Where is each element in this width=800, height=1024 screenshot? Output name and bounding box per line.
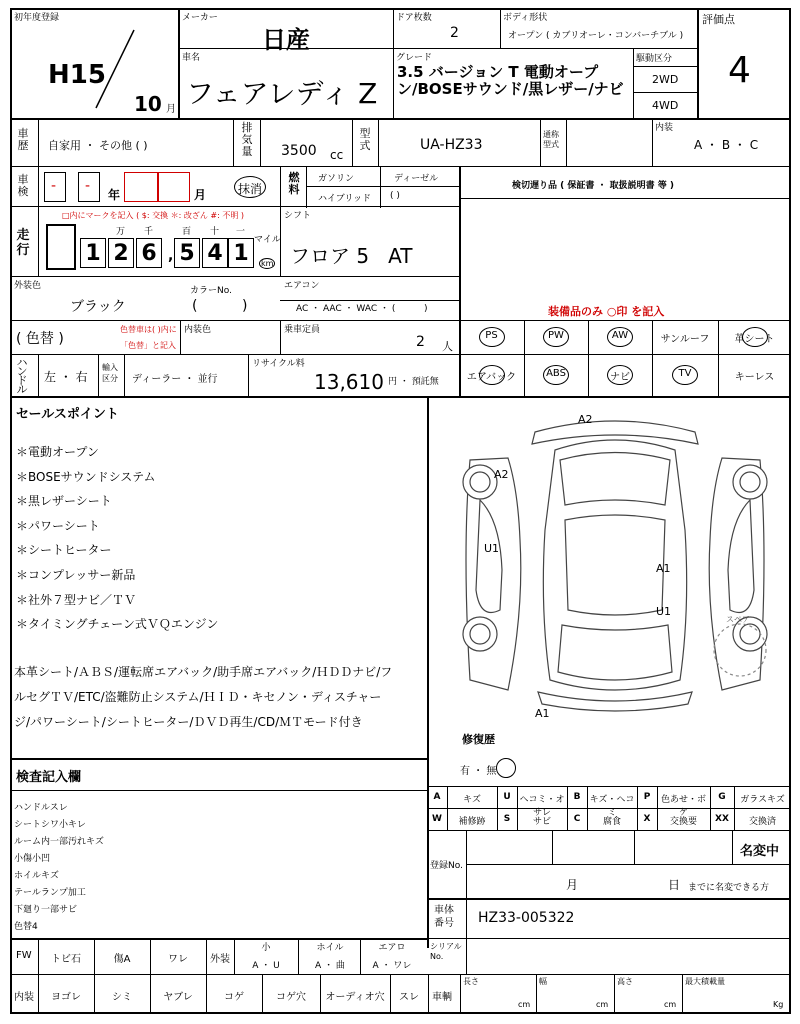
body-type: オープン ( カブリオーレ・コンバーチブル )	[508, 31, 684, 41]
fw-item: トビ石	[51, 954, 81, 965]
interior-divider	[428, 974, 429, 1014]
score-label: 評価点	[702, 13, 735, 26]
mark-a1-bottom: A1	[535, 707, 550, 720]
repair-label: 修復歴	[462, 733, 495, 746]
drive-4wd: 4WD	[652, 99, 679, 112]
displacement-unit: cc	[330, 148, 344, 162]
sales-point-item: ＊パワーシート	[16, 518, 100, 533]
mark-a1-right: A1	[656, 562, 671, 575]
check-item: ルーム内一部汚れキズ	[14, 837, 104, 847]
legend-desc: キズ	[463, 795, 481, 805]
vin: HZ33-005322	[478, 910, 575, 926]
ac-label: エアコン	[284, 281, 320, 291]
interior-item: ヤブレ	[163, 992, 193, 1003]
mark-a2-top: A2	[578, 413, 593, 426]
legend-desc: サビ	[532, 817, 551, 827]
sales-point-item: ＊社外７型ナビ／ＴＶ	[16, 592, 137, 607]
interior-item: コゲ	[224, 992, 244, 1003]
equipment-circle-icon	[543, 327, 569, 347]
sales-point-item: ＊タイミングチェーン式ＶＱエンジン	[16, 617, 219, 632]
legend-code: B	[573, 792, 581, 802]
legend-divider	[567, 786, 568, 830]
sales-option-line: ジ/パワーシート/シートヒーター/ＤＶＤ再生/CD/ＭＴモード付き	[14, 715, 363, 729]
color-no: ( )	[192, 298, 248, 314]
interior-item: スレ	[399, 992, 419, 1003]
drive-label: 駆動区分	[636, 54, 673, 64]
fw-item: 傷A	[113, 954, 131, 965]
fuel-label: 燃料	[288, 171, 300, 196]
size-item-unit: cm	[518, 1000, 531, 1009]
equipment-item: TV	[678, 368, 692, 379]
mark-a2-left: A2	[494, 468, 509, 481]
equipment-item: PS	[485, 330, 498, 341]
legend-divider	[497, 786, 498, 830]
equipment-circle-icon	[607, 327, 633, 347]
legend-divider	[657, 786, 658, 830]
legend-code: U	[503, 792, 511, 802]
legend-divider	[587, 786, 588, 830]
fw-divider	[206, 938, 207, 974]
body-label: ボディ形状	[503, 13, 548, 23]
size-item-label: 長さ	[463, 977, 479, 986]
exterior-color-label: 外装色	[14, 281, 42, 291]
fw-item: ワレ	[168, 954, 188, 965]
ext-value: A ・ U	[252, 961, 280, 971]
sales-point-item: ＊BOSEサウンドシステム	[16, 469, 156, 484]
mileage-note: □内にマークを記入 ( $: 交換 ＊: 改ざん #: 不明 )	[62, 211, 245, 220]
mileage-label: 走行	[16, 228, 30, 258]
legend-desc: キズ・ヘコミ	[589, 795, 635, 818]
check-item: 色替4	[14, 922, 38, 932]
interior-label: 内装	[655, 123, 674, 133]
ac: AC ・ AAC ・ WAC ・ ( )	[296, 304, 428, 314]
car-name: フェアレディ Z	[186, 77, 378, 110]
model-label: 型式	[359, 127, 371, 152]
equipment-title: 装備品のみ ○印 を記入	[548, 305, 665, 318]
mileage-digit: 2	[108, 238, 134, 268]
check-item: 下廻り一部サビ	[14, 905, 78, 915]
equipment-item: AW	[611, 330, 629, 341]
mileage-unit: 万	[116, 227, 126, 237]
maker: 日産	[262, 26, 310, 54]
interior-grades: A ・ B ・ C	[694, 138, 759, 152]
mileage-unit: 一	[236, 227, 246, 237]
handle-label: ハンドル	[16, 356, 28, 396]
import: ディーラー ・ 並行	[132, 374, 218, 385]
sales-point-item: ＊コンプレッサー新品	[16, 568, 136, 582]
size-divider	[682, 974, 683, 1014]
exterior-color: ブラック	[70, 299, 126, 315]
reg-slash	[90, 26, 140, 112]
doors-label: ドア枚数	[396, 13, 432, 23]
interior-item: コゲ穴	[276, 992, 306, 1003]
capacity: 2	[416, 334, 425, 350]
color-no-label: カラーNo.	[190, 286, 232, 296]
legend-code: W	[432, 814, 442, 824]
legend-desc: 色あせ・ボケ	[660, 795, 706, 818]
equipment-item: サンルーフ	[660, 334, 710, 345]
name-change: 名変中	[740, 844, 780, 859]
legend-code: C	[573, 814, 581, 824]
equipment-circle-icon	[479, 327, 505, 347]
size-item-label: 最大積載量	[685, 977, 725, 986]
legend-desc: ガラスキズ	[740, 795, 785, 805]
size-divider	[614, 974, 615, 1014]
legend-desc: ヘコミ・オサレ	[519, 795, 565, 818]
size-item-label: 幅	[539, 977, 547, 986]
fw-label: FW	[16, 950, 32, 961]
vin-label: 車体番号	[434, 905, 454, 929]
sales-point-item: ＊黒レザーシート	[16, 494, 112, 509]
legend-code: X	[643, 814, 651, 824]
inspection-expired: 抹消	[238, 182, 263, 196]
equipment-item: ABS	[546, 368, 566, 379]
history: 自家用 ・ その他 ( )	[48, 139, 148, 152]
size-item-unit: cm	[596, 1000, 609, 1009]
size-label: 車輌	[432, 992, 452, 1003]
check-title: 検査記入欄	[16, 770, 82, 785]
repaint-note-2: 「色替」と記入	[120, 341, 176, 350]
legend-divider	[734, 786, 735, 830]
car-name-label: 車名	[182, 53, 201, 63]
car-diagram	[440, 410, 790, 720]
mileage-unit: 千	[144, 227, 154, 237]
equipment-circle-icon	[479, 365, 505, 385]
recycle-label: リサイクル料	[252, 359, 305, 369]
mileage-unit: 十	[210, 227, 220, 237]
fuel-other: ( )	[390, 191, 400, 201]
sales-point-item: ＊シートヒーター	[16, 543, 112, 558]
inspection-year-unit: 年	[108, 188, 121, 202]
doors: 2	[450, 25, 459, 41]
legend-divider	[710, 786, 711, 830]
interior-row-label: 内装	[14, 992, 34, 1003]
equipment-item: 革シート	[734, 334, 775, 345]
interior-item: シミ	[112, 992, 132, 1003]
displacement: 3500	[281, 143, 317, 159]
legend-code: S	[503, 814, 511, 824]
mileage-digit: 5	[174, 238, 200, 268]
ext-header: エアロ	[378, 943, 406, 953]
recycle-unit: 円 ・ 預託無	[388, 377, 439, 387]
interior-color-label: 内装色	[184, 325, 212, 335]
interior-item: ヨゴレ	[51, 992, 81, 1003]
equipment-item: エアバック	[466, 372, 517, 383]
displacement-label: 排気量	[241, 121, 253, 158]
repaint: ( 色替 )	[16, 331, 64, 347]
size-item-label: 高さ	[617, 977, 633, 986]
sales-point-item: ＊電動オープン	[16, 445, 99, 459]
capacity-label: 乗車定員	[284, 325, 321, 335]
mileage-digit: 4	[202, 238, 228, 268]
history-label: 車歴	[17, 127, 29, 152]
ext-value: A ・ ワレ	[372, 961, 412, 971]
size-divider	[460, 974, 461, 1014]
fuel-gasoline: ガソリン	[318, 174, 355, 184]
reg-year-label: 初年度登録	[14, 13, 60, 23]
import-label: 輸入区分	[102, 363, 118, 383]
mileage-digit: 1	[228, 238, 254, 268]
spare-label: スペア	[726, 615, 750, 624]
equipment-item: PW	[548, 330, 564, 341]
inspection-month-unit: 月	[194, 188, 207, 202]
fuel-diesel: ディーゼル	[394, 174, 439, 184]
legend-divider	[447, 786, 448, 830]
registration-month-unit: 月	[566, 878, 579, 892]
check-item: ホイルキズ	[14, 871, 59, 881]
mark-u1-right: U1	[656, 605, 672, 618]
legend-divider	[517, 786, 518, 830]
mileage-unit: 百	[182, 227, 192, 237]
legend-code: XX	[715, 814, 729, 824]
legend-desc: 補修跡	[458, 817, 486, 827]
registration-day-unit: 日	[668, 878, 681, 892]
check-item: 小傷小凹	[14, 854, 51, 864]
mileage-digit: 6	[136, 238, 162, 268]
size-divider	[536, 974, 537, 1014]
size-item-unit: Kg	[773, 1000, 784, 1009]
sales-option-line: 本革シート/ＡＢＳ/運転席エアバック/助手席エアバック/ＨＤＤナビ/フ	[14, 665, 393, 679]
shift-label: シフト	[284, 211, 312, 221]
documents: 検切遅り品 ( 保証書 ・ 取扱説明書 等 )	[512, 181, 675, 191]
legend-code: A	[433, 792, 441, 802]
size-item-unit: cm	[664, 1000, 677, 1009]
capacity-unit: 人	[442, 340, 453, 353]
score: 4	[728, 50, 751, 91]
sales-option-line: ルセグＴＶ/ETC/盗難防止システム/ＨＩＤ・キセノン・ディスチャー	[14, 690, 382, 704]
mileage-digit: 1	[80, 238, 106, 268]
ext-header: ホイル	[316, 943, 344, 953]
legend-desc: 腐食	[602, 817, 621, 827]
mileage-km: km	[261, 259, 274, 268]
inspection-label: 車検	[17, 173, 29, 198]
equipment-circle-icon	[742, 327, 768, 347]
shift: フロア 5 AT	[290, 244, 413, 268]
interior-item: オーディオ穴	[325, 992, 385, 1003]
grade-label: グレード	[396, 53, 433, 63]
maker-label: メーカー	[182, 13, 218, 23]
legend-code: P	[643, 792, 651, 802]
fuel-hybrid: ハイブリッド	[318, 194, 372, 204]
sales-points-title: セールスポイント	[16, 407, 119, 422]
legend-desc: 交換要	[669, 817, 697, 827]
reg-month: 10	[134, 92, 162, 116]
repaint-note-1: 色替車は( )内に	[120, 325, 177, 334]
grade: 3.5 バージョン T 電動オープン/BOSEサウンド/黒レザー/ナビ	[397, 63, 624, 98]
equipment-circle-icon	[543, 365, 569, 385]
legend-divider	[637, 786, 638, 830]
equipment-circle-icon	[607, 365, 633, 385]
equipment-item: キーレス	[734, 372, 775, 383]
legend-desc: 交換済	[748, 817, 776, 827]
repair: 有 ・ 無	[460, 766, 497, 777]
check-item: テールランプ加工	[14, 888, 86, 898]
serial-label: シリアルNo.	[430, 942, 462, 961]
drive-2wd: 2WD	[652, 73, 679, 86]
check-item: シートシワ小キレ	[14, 820, 86, 830]
designation-label: 通称型式	[543, 130, 559, 149]
ext-header: 小	[261, 943, 271, 953]
exterior-label: 外装	[210, 954, 230, 965]
check-item: ハンドルスレ	[14, 803, 68, 813]
registration-until: までに名変できる方	[688, 883, 770, 893]
handle: 左 ・ 右	[44, 370, 88, 384]
mileage-mile: マイル	[254, 235, 281, 245]
equipment-circle-icon	[672, 365, 698, 385]
model: UA-HZ33	[420, 137, 483, 153]
registration-label: 登録No.	[430, 861, 463, 871]
recycle: 13,610	[314, 370, 384, 394]
ext-value: A ・ 曲	[315, 961, 345, 971]
reg-year: H15	[48, 60, 106, 90]
mark-u1-left: U1	[484, 542, 500, 555]
equipment-item: ナビ	[610, 372, 630, 383]
legend-code: G	[718, 792, 726, 802]
reg-month-unit: 月	[166, 104, 176, 115]
